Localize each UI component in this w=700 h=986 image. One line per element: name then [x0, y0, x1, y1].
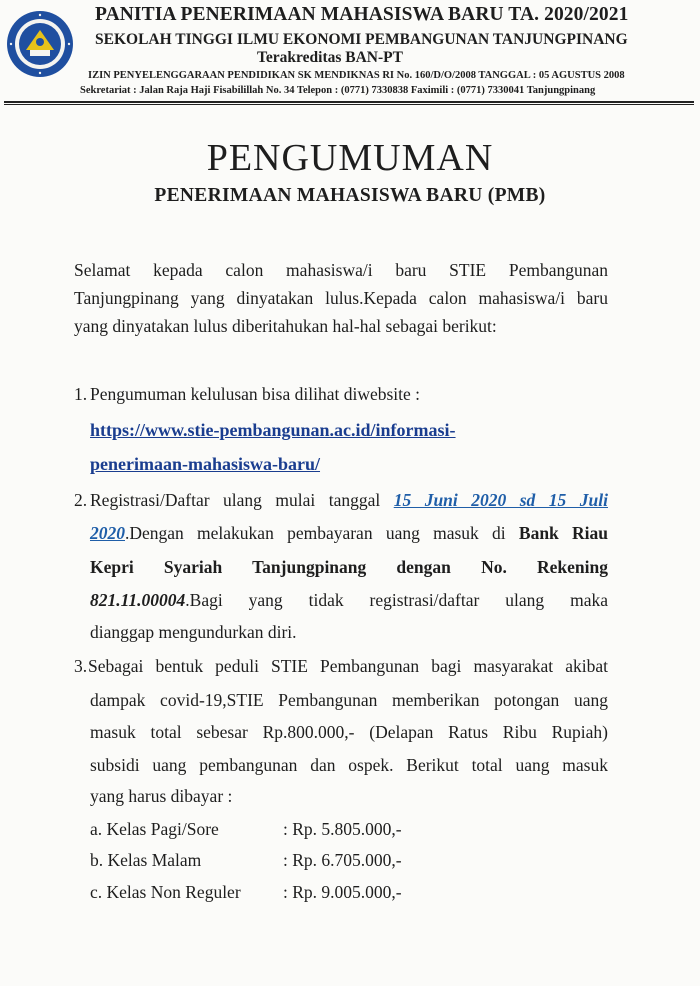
letterhead-institution: SEKOLAH TINGGI ILMU EKONOMI PEMBANGUNAN TANJUNGPINANG [95, 31, 628, 48]
item-text: .Dengan melakukan pembayaran uang masuk di [125, 523, 519, 543]
item-text: masuk total sebesar Rp.800.000,- (Delapan Ratus Ribu Rupiah) [90, 722, 608, 742]
item-text: Pengumuman kelulusan bisa dilihat diwebsite : [90, 384, 421, 404]
letterhead-address: Sekretariat : Jalan Raja Haji Fisabilillah No. 34 Telepon : (0771) 7330838 Faximili : (0771) 7330041 Tanjungpinang [80, 85, 596, 96]
bank-name: Bank Riau [518, 523, 609, 543]
bank-name-continued: Kepri Syariah Tanjungpinang dengan No. Rekening [90, 557, 608, 577]
item-text: .Bagi yang tidak registrasi/daftar ulang maka [185, 590, 608, 610]
item-line [90, 590, 608, 611]
item-text: subsidi uang pembangunan dan ospek. Berikut total uang masuk [90, 755, 608, 775]
registration-date-end: 2020 [90, 523, 125, 543]
item-text: dampak covid-19,STIE Pembangunan memberikan potongan uang [90, 690, 608, 710]
item-number: 1. [74, 384, 88, 404]
fee-label: b. Kelas Malam [90, 850, 202, 870]
fee-label: a. Kelas Pagi/Sore [90, 819, 219, 839]
fee-value: : Rp. 6.705.000,- [283, 850, 402, 870]
website-link-continued[interactable]: penerimaan-mahasiswa-baru/ [90, 454, 321, 474]
header-rule-thin [4, 104, 694, 105]
item-number: 3. [74, 656, 88, 676]
item-text: dianggap mengundurkan diri. [90, 622, 297, 642]
letterhead-committee: PANITIA PENERIMAAN MAHASISWA BARU TA. 2020/2021 [95, 4, 629, 25]
intro-line: Selamat kepada calon mahasiswa/i baru STIE Pembangunan [74, 260, 608, 280]
account-number: 821.11.00004 [90, 590, 186, 610]
item-line [90, 523, 608, 544]
intro-line: Tanjungpinang yang dinyatakan lulus.Kepada calon mahasiswa/i baru [74, 288, 608, 308]
item-number: 2. [74, 490, 88, 510]
website-link[interactable]: https://www.stie-pembangunan.ac.id/informasi- [90, 420, 456, 440]
letterhead-accreditation: Terakreditas BAN-PT [257, 49, 403, 66]
letterhead-license: IZIN PENYELENGGARAAN PENDIDIKAN SK MENDIKNAS RI No. 160/D/O/2008 TANGGAL : 05 AGUSTUS 2008 [88, 70, 625, 81]
item-text: yang harus dibayar : [90, 786, 233, 806]
item-line [90, 490, 608, 511]
item-text: Registrasi/Daftar ulang mulai tanggal [90, 490, 394, 510]
header-rule [4, 101, 694, 103]
intro-paragraph [74, 256, 608, 340]
fee-label: c. Kelas Non Reguler [90, 882, 241, 902]
item-text: Sebagai bentuk peduli STIE Pembangunan bagi masyarakat akibat [88, 656, 608, 676]
institution-logo [6, 10, 74, 78]
page-subtitle: PENERIMAAN MAHASISWA BARU (PMB) [154, 185, 546, 206]
registration-date: 15 Juni 2020 sd 15 Juli [393, 490, 608, 510]
page-title: PENGUMUMAN [206, 137, 494, 179]
fee-value: : Rp. 9.005.000,- [283, 882, 402, 902]
intro-line: yang dinyatakan lulus diberitahukan hal-hal sebagai berikut: [74, 316, 497, 336]
fee-value: : Rp. 5.805.000,- [283, 819, 402, 839]
